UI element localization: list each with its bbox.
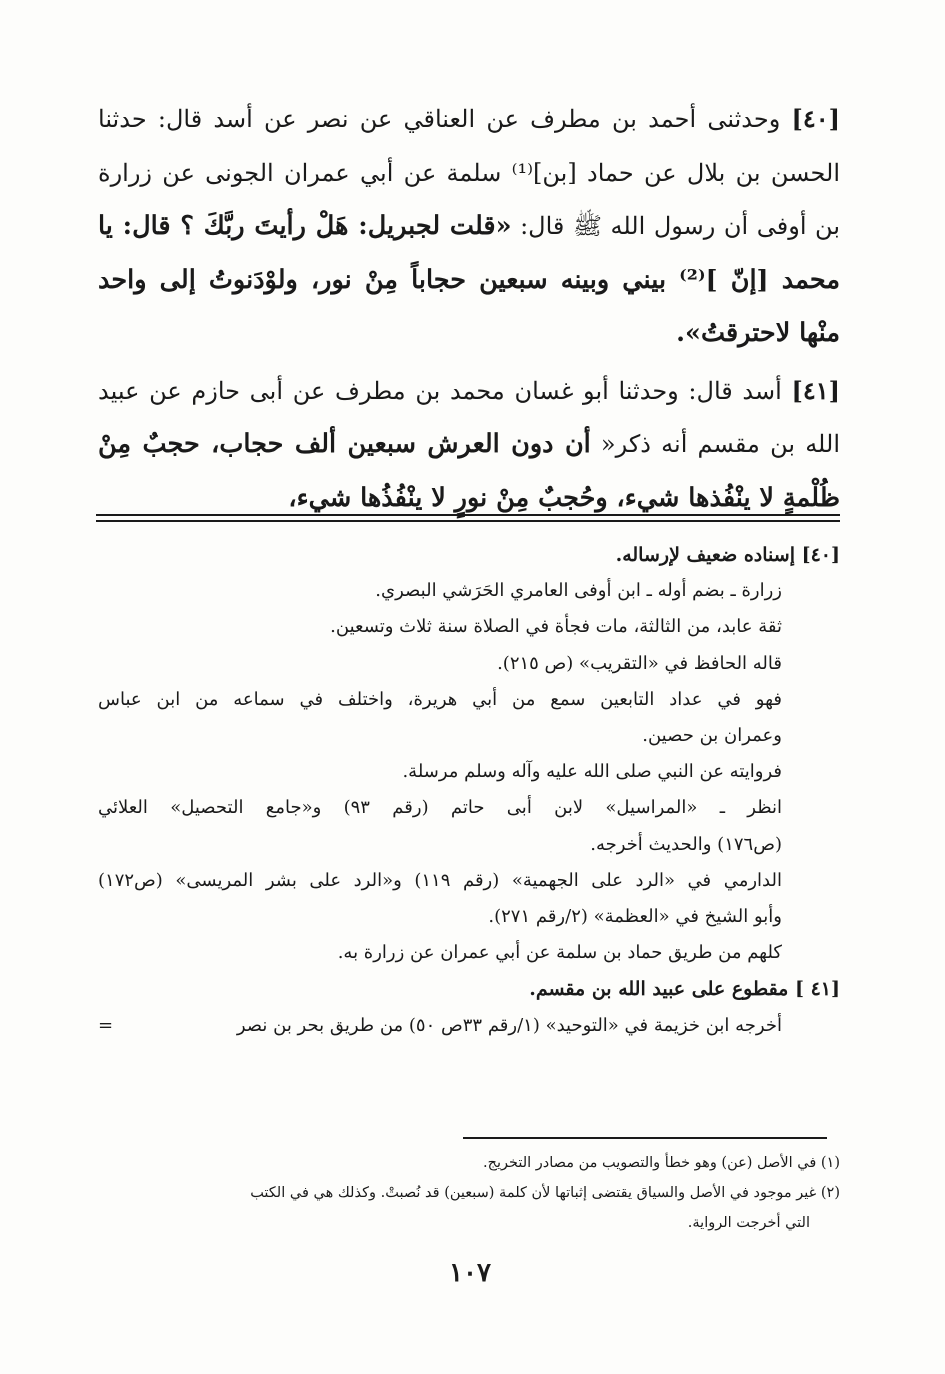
matn-text-40: «قلت لجبريل: هَلْ رأيتَ ربَّكَ ؟ قال: يا محمد [إنّ ]⁽²⁾ بيني وبينه سبعين حجاباً مِنْ نور، ولوْدَنوتُ إلى واحد منْها لاحترقتُ». [98,211,841,348]
note-line: ثقة عابد، من الثالثة، مات فجأة في الصلاة سنة ثلاث وتسعين. [330,616,782,638]
matn-text-41: أن دون العرش سبعين ألف حجاب، حجبٌ مِنْ ظُلْمةٍ لا ينْفُذها شيء، وحُجبٌ مِنْ نورٍ لا ينْفُذُها شيء، [98,429,840,513]
footnotes [98,1148,840,1238]
note-line: فروايته عن النبي صلى الله عليه وآله وسلم مرسلة. [402,761,782,783]
paragraph-41 [98,364,840,526]
commentary [98,537,840,1044]
note-heading-40: [٤٠] إسناده ضعيف لإرساله. [615,544,840,566]
continuation-mark: = [98,1014,114,1036]
note-line-text: أخرجه ابن خزيمة في «التوحيد» (١/رقم ٣٣ص ٥٠) من طريق بحر بن نصر [236,1014,782,1036]
note-line: وأبو الشيخ في «العظمة» (٢/رقم ٢٧١). [488,906,782,928]
note-line: كلهم من طريق حماد بن سلمة عن أبي عمران عن زرارة به. [337,942,782,964]
hadith-number-41: [٤١] [791,375,840,405]
page-number: ١٠٧ [449,1258,491,1288]
note-line: انظر ـ «المراسيل» لابن أبى حاتم (رقم ٩٣) و«جامع التحصيل» العلائي [98,797,783,819]
footnote-1: (١) في الأصل (عن) وهو خطأ والتصويب من مصادر التخريج. [482,1155,840,1171]
note-heading-41: [٤١ ] مقطوع على عبيد الله بن مقسم. [529,978,840,1001]
footnote-rule [463,1137,827,1139]
footnote-2-continued: التي أخرجت الرواية. [687,1215,810,1231]
note-line: زرارة ـ بضم أوله ـ ابن أوفى العامري الحَرَشي البصري. [375,580,782,602]
note-line: فهو في عداد التابعين سمع من أبي هريرة، واختلف في سماعه من ابن عباس [98,688,782,710]
isnad-text-41: أسد قال: وحدثنا أبو غسان محمد بن مطرف عن أبى حازم عن عبيد الله بن مقسم أنه ذكر« [98,376,840,458]
note-line: قاله الحافظ في «التقريب» (ص ٢١٥). [497,652,782,674]
isnad-text-40: وحدثنى أحمد بن مطرف عن العناقي عن نصر عن أسد قال: حدثنا الحسن بن بلال عن حماد [بن]⁽¹⁾ سلمة عن أبي عمران الجونى عن زرارة بن أوفى أن رسول الله ﷺ قال: [98,105,840,240]
note-line: وعمران بن حصين. [642,725,782,747]
hadith-number-40: [٤٠] [791,104,840,133]
note-line: (ص١٧٦) والحديث أخرجه. [590,833,782,855]
footnote-2: (٢) غير موجود في الأصل والسياق يقتضى إثباتها لأن كلمة (سبعين) قد نُصبتْ. وكذلك هي في الكتب [250,1185,840,1201]
paragraph-40 [98,92,840,361]
note-line: الدارمي في «الرد على الجهمية» (رقم ١١٩) و«الرد على بشر المريسى» (ص١٧٢) [98,869,782,891]
double-rule-divider [96,514,840,522]
main-text [98,92,840,525]
note-line [98,1008,840,1044]
